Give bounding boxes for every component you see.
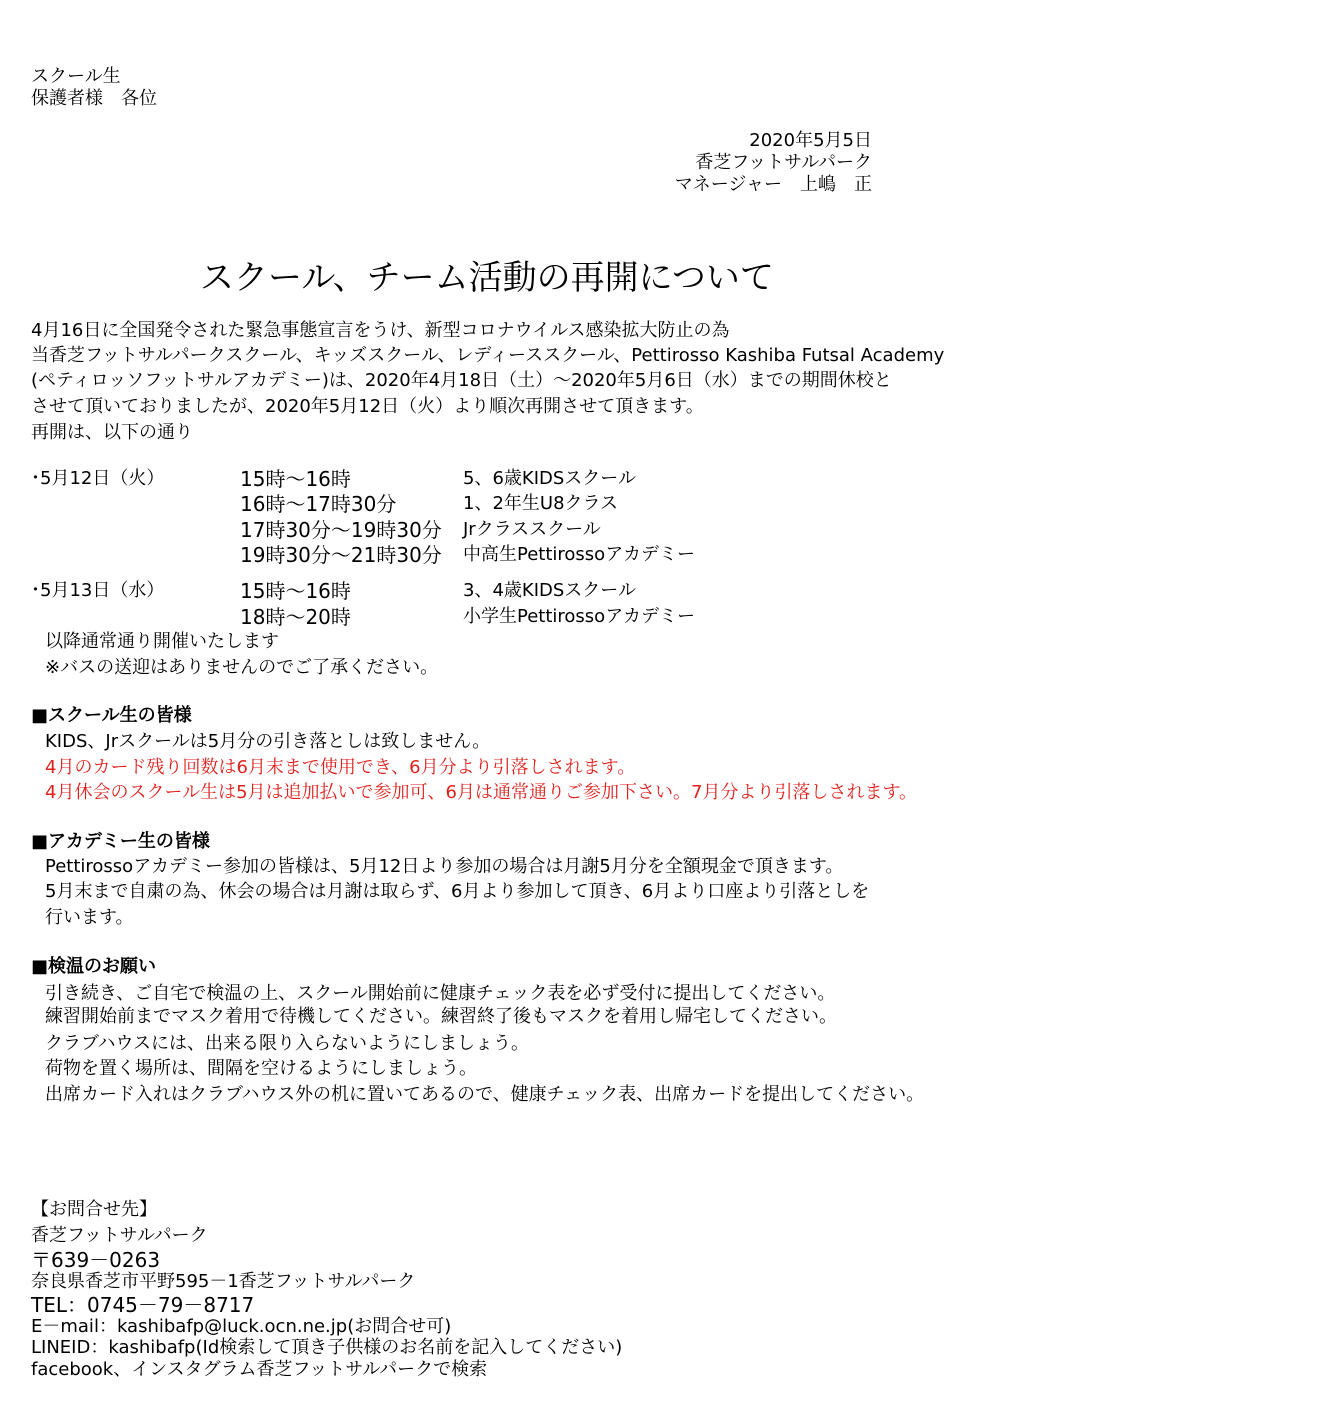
temperature-section-heading: ■検温のお願い bbox=[31, 956, 157, 977]
intro-line: させて頂いておりましたが、2020年5月12日（火）より順次再開させて頂きます。 bbox=[31, 396, 704, 417]
intro-line: 再開は、以下の通り bbox=[31, 422, 193, 443]
academy-section-heading: ■アカデミー生の皆様 bbox=[31, 831, 210, 852]
academy-section-line: 行います。 bbox=[45, 907, 134, 928]
contact-address: 奈良県香芝市平野595－1香芝フットサルパーク bbox=[31, 1271, 416, 1292]
school-section-red-line: 4月のカード残り回数は6月末まで使用でき、6月分より引落しされます。 bbox=[45, 757, 636, 778]
schedule-class: 中高生Pettirossoアカデミー bbox=[463, 544, 696, 565]
schedule-class: 1、2年生U8クラス bbox=[463, 493, 618, 514]
contact-sns: facebook、インスタグラム香芝フットサルパークで検索 bbox=[31, 1359, 488, 1380]
schedule-time: 16時～17時30分 bbox=[240, 492, 397, 516]
addressee-line-2: 保護者様 各位 bbox=[31, 88, 157, 109]
schedule-time: 15時～16時 bbox=[240, 579, 351, 603]
intro-line: 当香芝フットサルパークスクール、キッズスクール、レディーススクール、Pettirosso Kashiba Futsal Academy bbox=[31, 345, 945, 366]
contact-postal-code: 〒639－0263 bbox=[31, 1248, 161, 1272]
contact-heading: 【お問合せ先】 bbox=[31, 1199, 157, 1220]
academy-section-line: 5月末まで自粛の為、休会の場合は月謝は取らず、6月より参加して頂き、6月より口座より引落としを bbox=[45, 881, 870, 902]
temperature-section-line: 荷物を置く場所は、間隔を空けるようにしましょう。 bbox=[45, 1058, 477, 1079]
school-section-line: KIDS、Jrスクールは5月分の引き落としは致しません。 bbox=[45, 731, 491, 752]
intro-line: 4月16日に全国発令された緊急事態宣言をうけ、新型コロナウイルス感染拡大防止の為 bbox=[31, 320, 730, 341]
sender-organization: 香芝フットサルパーク bbox=[695, 152, 872, 173]
addressee-line-1: スクール生 bbox=[31, 66, 121, 87]
temperature-section-line: 引き続き、ご自宅で検温の上、スクール開始前に健康チェック表を必ず受付に提出してください。 bbox=[45, 983, 836, 1004]
academy-section-line: Pettirossoアカデミー参加の皆様は、5月12日より参加の場合は月謝5月分を全額現金で頂きます。 bbox=[45, 856, 844, 877]
contact-line-id: LINEID：kashibafp(Id検索して頂き子供様のお名前を記入してください) bbox=[31, 1337, 623, 1358]
school-section-red-line: 4月休会のスクール生は5月は追加払いで参加可、6月は通常通りご参加下さい。7月分より引落しされます。 bbox=[45, 782, 918, 803]
schedule-time: 19時30分～21時30分 bbox=[240, 543, 442, 567]
contact-name: 香芝フットサルパーク bbox=[31, 1225, 208, 1246]
schedule-class: 5、6歳KIDSスクール bbox=[463, 468, 636, 489]
letter-date: 2020年5月5日 bbox=[749, 130, 872, 151]
document-title: スクール、チーム活動の再開について bbox=[200, 258, 774, 298]
schedule-date: ･5月13日（水） bbox=[31, 580, 165, 601]
schedule-time: 18時～20時 bbox=[240, 605, 351, 629]
bus-note: ※バスの送迎はありませんのでご了承ください。 bbox=[45, 657, 439, 678]
intro-line: (ペティロッソフットサルアカデミー)は、2020年4月18日（土）～2020年5月6日（水）までの期間休校と bbox=[31, 370, 892, 391]
schedule-time: 15時～16時 bbox=[240, 467, 351, 491]
schedule-class: 小学生Pettirossoアカデミー bbox=[463, 606, 696, 627]
contact-email: E－mail：kashibafp@luck.ocn.ne.jp(お問合せ可) bbox=[31, 1316, 452, 1337]
schedule-class: 3、4歳KIDSスクール bbox=[463, 580, 636, 601]
schedule-class: Jrクラススクール bbox=[463, 519, 601, 540]
schedule-note: 以降通常通り開催いたします bbox=[45, 631, 279, 652]
sender-manager: マネージャー 上嶋 正 bbox=[674, 174, 872, 195]
temperature-section-line: 出席カード入れはクラブハウス外の机に置いてあるので、健康チェック表、出席カードを提出してください。 bbox=[45, 1084, 925, 1105]
temperature-section-line: 練習開始前までマスク着用で待機してください。練習終了後もマスクを着用し帰宅してください。 bbox=[45, 1006, 837, 1027]
schedule-date: ･5月12日（火） bbox=[31, 468, 165, 489]
temperature-section-line: クラブハウスには、出来る限り入らないようにしましょう。 bbox=[45, 1033, 530, 1054]
contact-tel: TEL：0745－79－8717 bbox=[31, 1293, 255, 1317]
school-section-heading: ■スクール生の皆様 bbox=[31, 705, 192, 726]
schedule-time: 17時30分～19時30分 bbox=[240, 518, 442, 542]
